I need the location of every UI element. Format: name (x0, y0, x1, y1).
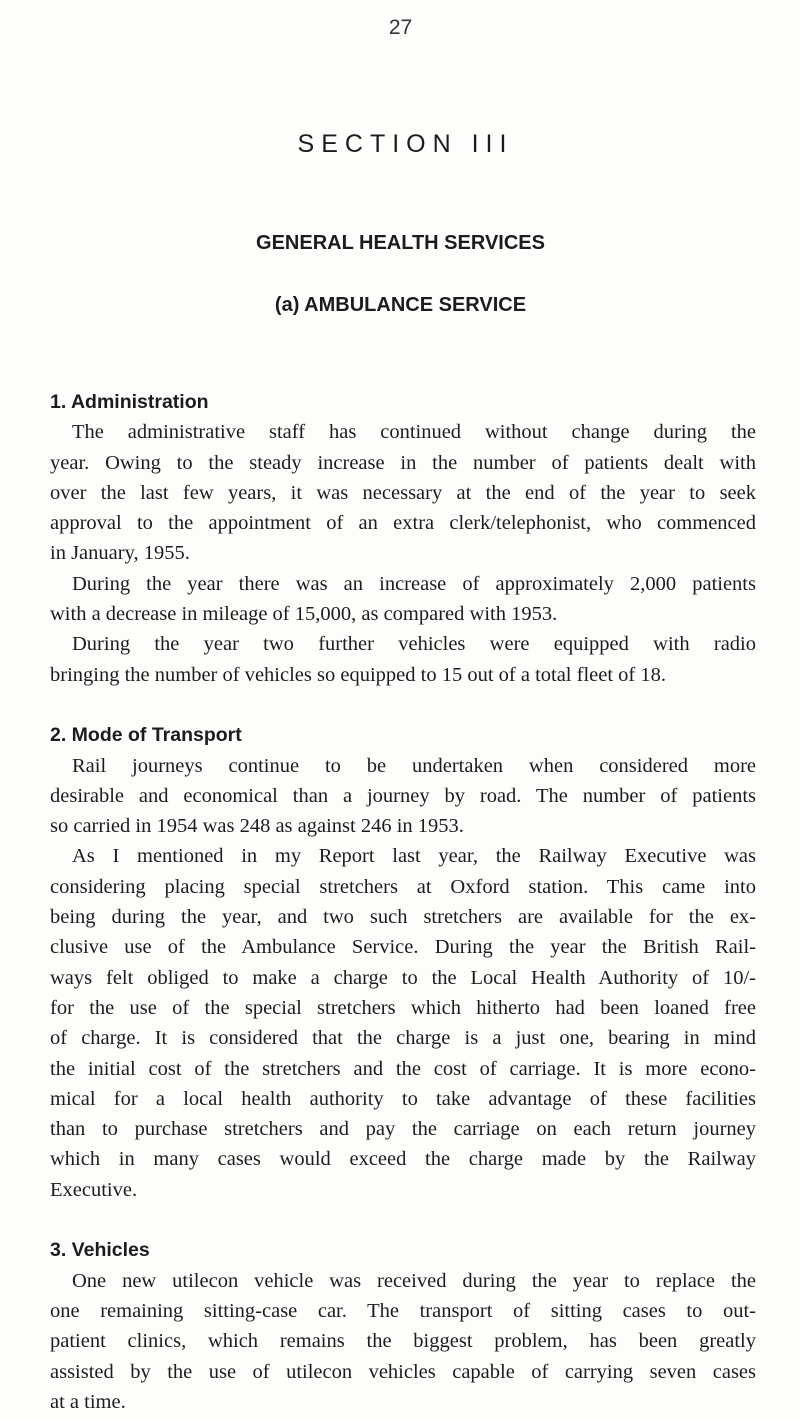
text-line: approval to the appointment of an extra clerk/telephonist, who commenced (50, 512, 756, 535)
text-line: considering placing special stretchers at Oxford station. This came into (50, 875, 756, 898)
text-line: As I mentioned in my Report last year, the Railway Executive was (72, 845, 756, 868)
section-heading: SECTION III (297, 130, 514, 158)
text-line: patient clinics, which remains the biggest problem, has been greatly (50, 1330, 756, 1353)
text-line: During the year there was an increase of approximately 2,000 patients (72, 572, 756, 595)
text-line: mical for a local health authority to take advantage of these facilities (50, 1087, 756, 1110)
text-line: than to purchase stretchers and pay the carriage on each return journey (50, 1118, 756, 1141)
document-title: GENERAL HEALTH SERVICES (256, 232, 545, 254)
text-line: the initial cost of the stretchers and the cost of carriage. It is more econo- (50, 1057, 756, 1080)
text-line: bringing the number of vehicles so equipped to 15 out of a total fleet of 18. (50, 663, 666, 686)
text-line: Rail journeys continue to be undertaken when considered more (72, 754, 756, 777)
text-line: of charge. It is considered that the charge is a just one, bearing in mind (50, 1027, 756, 1050)
text-line: ways felt obliged to make a charge to the Local Health Authority of 10/- (50, 966, 756, 989)
text-line: for the use of the special stretchers which hitherto had been loaned free (50, 996, 756, 1019)
text-line: in January, 1955. (50, 542, 190, 565)
text-line: at a time. (50, 1390, 126, 1413)
paragraph (50, 417, 756, 568)
subsection-heading: 2. Mode of Transport (50, 724, 242, 747)
text-line: Executive. (50, 1178, 138, 1201)
text-line: one remaining sitting-case car. The transport of sitting cases to out- (50, 1299, 756, 1322)
text-line: The administrative staff has continued without change during the (72, 421, 756, 444)
document-body (50, 387, 756, 1417)
subsection-heading: 3. Vehicles (50, 1239, 150, 1262)
paragraph (50, 841, 756, 1205)
text-line: assisted by the use of utilecon vehicles capable of carrying seven cases (50, 1360, 756, 1383)
text-line: over the last few years, it was necessary at the end of the year to seek (50, 481, 756, 504)
text-line: clusive use of the Ambulance Service. During the year the British Rail- (50, 936, 756, 959)
text-line: being during the year, and two such stretchers are available for the ex- (50, 906, 756, 929)
text-line: year. Owing to the steady increase in the number of patients dealt with (50, 451, 756, 474)
text-line: One new utilecon vehicle was received during the year to replace the (72, 1269, 756, 1292)
section-gap (50, 690, 756, 720)
text-line: During the year two further vehicles were equipped with radio (72, 633, 756, 656)
paragraph (50, 1266, 756, 1417)
text-line: which in many cases would exceed the charge made by the Railway (50, 1148, 756, 1171)
section-gap (50, 1205, 756, 1235)
text-line: with a decrease in mileage of 15,000, as compared with 1953. (50, 603, 558, 626)
text-line: desirable and economical than a journey by road. The number of patients (50, 784, 756, 807)
document-subtitle: (a) AMBULANCE SERVICE (274, 294, 527, 316)
paragraph (50, 629, 756, 690)
subsection-heading: 1. Administration (50, 391, 209, 413)
page-number: 27 (388, 16, 413, 39)
paragraph (50, 751, 756, 842)
text-line: so carried in 1954 was 248 as against 246 in 1953. (50, 815, 464, 838)
paragraph (50, 569, 756, 630)
